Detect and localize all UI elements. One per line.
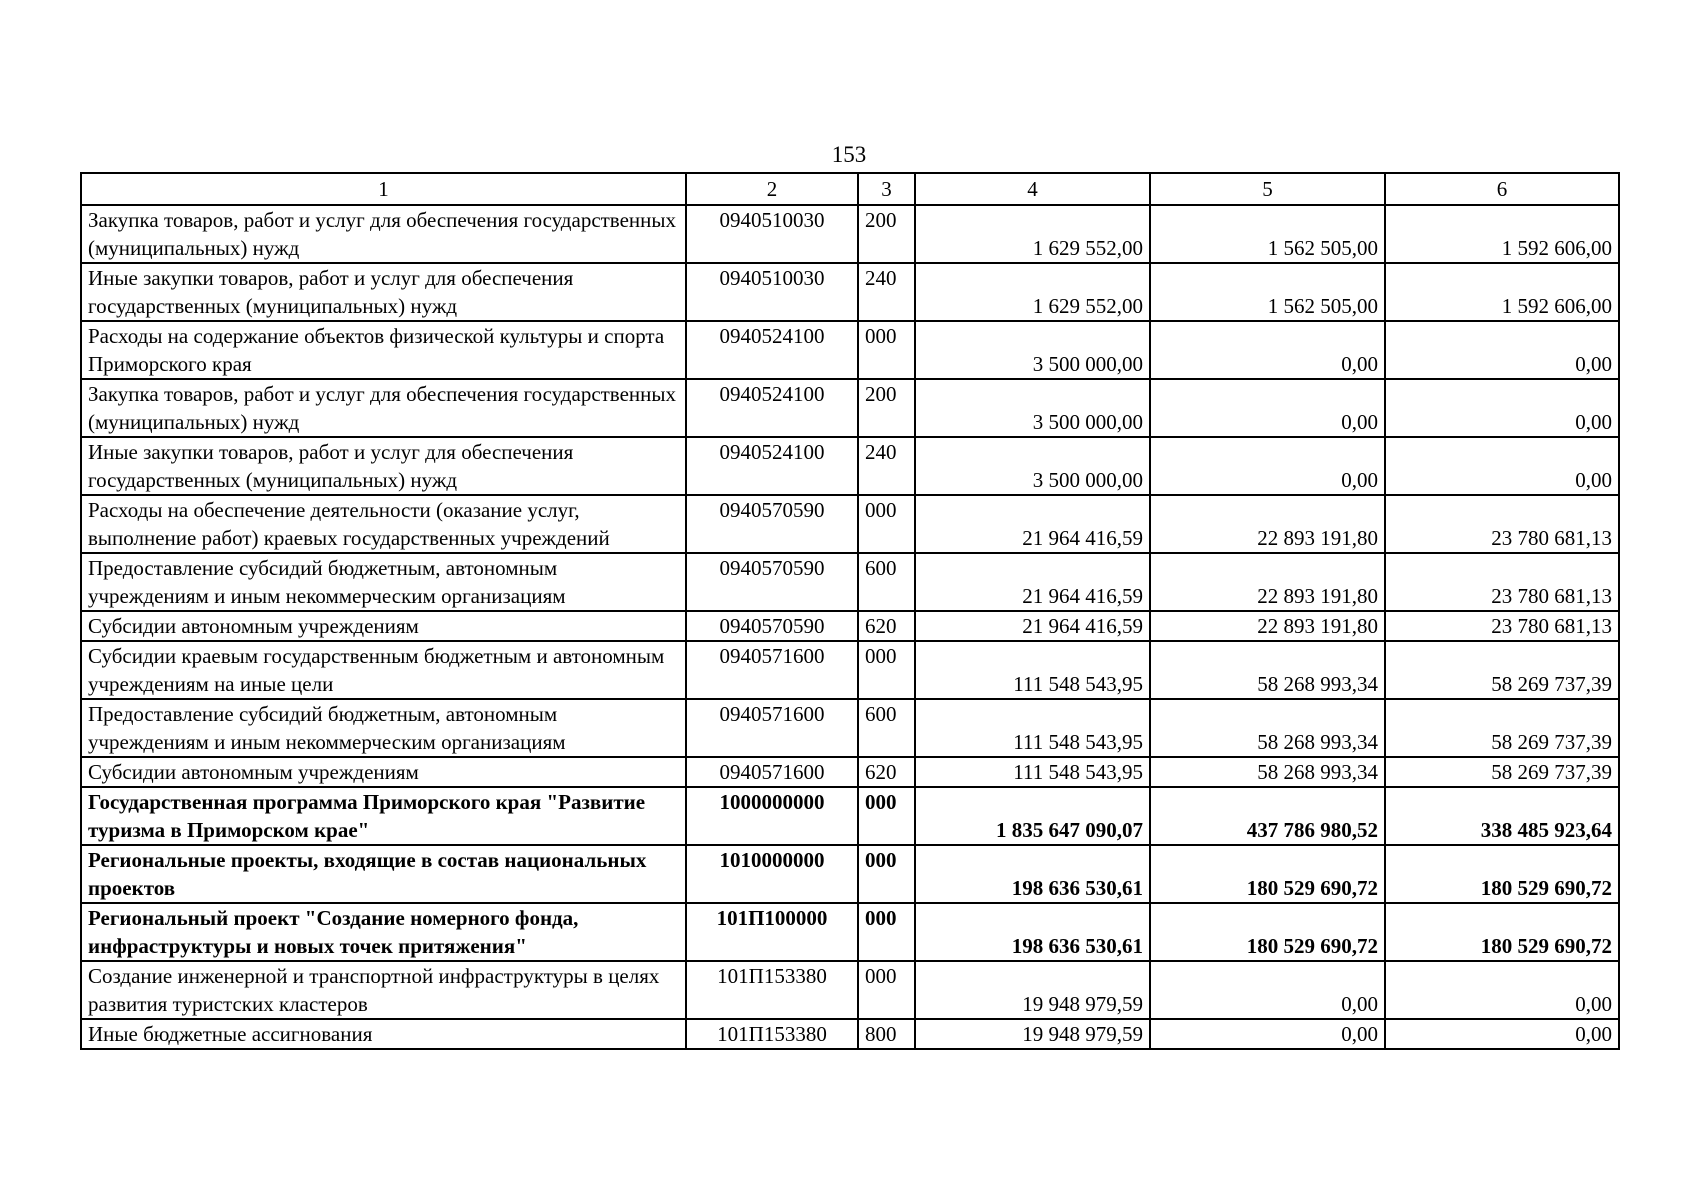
row-value-col6-cell: 0,00: [1385, 379, 1619, 437]
row-value-col5-cell: 1 562 505,00: [1150, 263, 1385, 321]
row-type-cell: 240: [858, 263, 915, 321]
table-row: [81, 205, 1619, 263]
row-value-col5-cell: 22 893 191,80: [1150, 553, 1385, 611]
table-row: [81, 961, 1619, 1019]
row-type-cell: 000: [858, 845, 915, 903]
row-value-col6-cell: 23 780 681,13: [1385, 495, 1619, 553]
row-value-col4-cell: 1 629 552,00: [915, 205, 1150, 263]
row-value-col4-cell: 21 964 416,59: [915, 495, 1150, 553]
row-value-col4-cell: 1 835 647 090,07: [915, 787, 1150, 845]
row-value-col5-cell: 1 562 505,00: [1150, 205, 1385, 263]
row-type-cell: 200: [858, 379, 915, 437]
table-row: [81, 757, 1619, 787]
row-type-cell: 000: [858, 641, 915, 699]
row-type-cell: 800: [858, 1019, 915, 1049]
row-name-cell: Предоставление субсидий бюджетным, автономным учреждениям и иным некоммерческим организациям: [81, 699, 686, 757]
row-name-cell: Субсидии автономным учреждениям: [81, 611, 686, 641]
table-row: [81, 611, 1619, 641]
row-value-col4-cell: 21 964 416,59: [915, 611, 1150, 641]
row-type-cell: 600: [858, 553, 915, 611]
row-value-col6-cell: 0,00: [1385, 1019, 1619, 1049]
row-value-col5-cell: 22 893 191,80: [1150, 495, 1385, 553]
column-header: 1: [81, 173, 686, 205]
row-value-col5-cell: 58 268 993,34: [1150, 757, 1385, 787]
row-value-col5-cell: 0,00: [1150, 1019, 1385, 1049]
table-row: [81, 553, 1619, 611]
table-header-row: [81, 173, 1619, 205]
row-value-col4-cell: 3 500 000,00: [915, 321, 1150, 379]
row-code-cell: 0940570590: [686, 495, 858, 553]
row-type-cell: 000: [858, 961, 915, 1019]
row-name-cell: Расходы на обеспечение деятельности (оказание услуг, выполнение работ) краевых государственных учреждений: [81, 495, 686, 553]
row-name-cell: Субсидии автономным учреждениям: [81, 757, 686, 787]
row-value-col5-cell: 22 893 191,80: [1150, 611, 1385, 641]
row-value-col5-cell: 437 786 980,52: [1150, 787, 1385, 845]
row-code-cell: 1000000000: [686, 787, 858, 845]
row-value-col6-cell: 0,00: [1385, 437, 1619, 495]
row-name-cell: Региональные проекты, входящие в состав национальных проектов: [81, 845, 686, 903]
row-name-cell: Создание инженерной и транспортной инфраструктуры в целях развития туристских кластеров: [81, 961, 686, 1019]
table-row: [81, 641, 1619, 699]
row-code-cell: 0940571600: [686, 699, 858, 757]
row-value-col5-cell: 180 529 690,72: [1150, 903, 1385, 961]
row-name-cell: Субсидии краевым государственным бюджетным и автономным учреждениям на иные цели: [81, 641, 686, 699]
row-name-cell: Закупка товаров, работ и услуг для обеспечения государственных (муниципальных) нужд: [81, 205, 686, 263]
row-type-cell: 240: [858, 437, 915, 495]
row-code-cell: 0940524100: [686, 437, 858, 495]
row-value-col6-cell: 1 592 606,00: [1385, 263, 1619, 321]
row-name-cell: Иные закупки товаров, работ и услуг для обеспечения государственных (муниципальных) нужд: [81, 437, 686, 495]
row-type-cell: 000: [858, 787, 915, 845]
row-value-col5-cell: 58 268 993,34: [1150, 699, 1385, 757]
row-value-col5-cell: 0,00: [1150, 961, 1385, 1019]
budget-table: [80, 172, 1620, 1050]
row-value-col4-cell: 1 629 552,00: [915, 263, 1150, 321]
row-value-col4-cell: 21 964 416,59: [915, 553, 1150, 611]
row-value-col6-cell: 58 269 737,39: [1385, 699, 1619, 757]
row-value-col5-cell: 0,00: [1150, 321, 1385, 379]
row-code-cell: 0940524100: [686, 379, 858, 437]
row-value-col6-cell: 1 592 606,00: [1385, 205, 1619, 263]
page-number: 153: [831, 142, 867, 167]
row-code-cell: 0940510030: [686, 263, 858, 321]
row-name-cell: Расходы на содержание объектов физической культуры и спорта Приморского края: [81, 321, 686, 379]
row-value-col6-cell: 58 269 737,39: [1385, 641, 1619, 699]
column-header: 5: [1150, 173, 1385, 205]
row-value-col5-cell: 58 268 993,34: [1150, 641, 1385, 699]
row-value-col6-cell: 338 485 923,64: [1385, 787, 1619, 845]
row-value-col6-cell: 0,00: [1385, 961, 1619, 1019]
row-value-col6-cell: 58 269 737,39: [1385, 757, 1619, 787]
column-header: 2: [686, 173, 858, 205]
table-row: [81, 263, 1619, 321]
row-code-cell: 101П153380: [686, 1019, 858, 1049]
row-type-cell: 600: [858, 699, 915, 757]
row-name-cell: Закупка товаров, работ и услуг для обеспечения государственных (муниципальных) нужд: [81, 379, 686, 437]
row-type-cell: 200: [858, 205, 915, 263]
row-value-col4-cell: 198 636 530,61: [915, 845, 1150, 903]
row-value-col4-cell: 198 636 530,61: [915, 903, 1150, 961]
row-value-col5-cell: 0,00: [1150, 437, 1385, 495]
table-row: [81, 903, 1619, 961]
row-value-col6-cell: 180 529 690,72: [1385, 845, 1619, 903]
row-code-cell: 0940524100: [686, 321, 858, 379]
row-type-cell: 000: [858, 495, 915, 553]
row-code-cell: 0940570590: [686, 553, 858, 611]
column-header: 6: [1385, 173, 1619, 205]
column-header: 4: [915, 173, 1150, 205]
row-name-cell: Иные бюджетные ассигнования: [81, 1019, 686, 1049]
table-row: [81, 495, 1619, 553]
row-value-col6-cell: 23 780 681,13: [1385, 611, 1619, 641]
table-row: [81, 321, 1619, 379]
row-code-cell: 101П100000: [686, 903, 858, 961]
row-value-col4-cell: 19 948 979,59: [915, 1019, 1150, 1049]
table-row: [81, 379, 1619, 437]
row-code-cell: 1010000000: [686, 845, 858, 903]
row-name-cell: Региональный проект "Создание номерного фонда, инфраструктуры и новых точек притяжения": [81, 903, 686, 961]
table-row: [81, 437, 1619, 495]
row-name-cell: Иные закупки товаров, работ и услуг для обеспечения государственных (муниципальных) нужд: [81, 263, 686, 321]
table-row: [81, 1019, 1619, 1049]
table-row: [81, 845, 1619, 903]
table-row: [81, 699, 1619, 757]
row-name-cell: Предоставление субсидий бюджетным, автономным учреждениям и иным некоммерческим организациям: [81, 553, 686, 611]
row-type-cell: 000: [858, 321, 915, 379]
row-value-col5-cell: 180 529 690,72: [1150, 845, 1385, 903]
row-value-col4-cell: 19 948 979,59: [915, 961, 1150, 1019]
row-type-cell: 620: [858, 611, 915, 641]
row-value-col6-cell: 180 529 690,72: [1385, 903, 1619, 961]
row-code-cell: 101П153380: [686, 961, 858, 1019]
row-value-col6-cell: 0,00: [1385, 321, 1619, 379]
row-code-cell: 0940571600: [686, 757, 858, 787]
row-value-col5-cell: 0,00: [1150, 379, 1385, 437]
row-type-cell: 000: [858, 903, 915, 961]
row-value-col4-cell: 3 500 000,00: [915, 379, 1150, 437]
row-type-cell: 620: [858, 757, 915, 787]
row-value-col4-cell: 3 500 000,00: [915, 437, 1150, 495]
row-value-col4-cell: 111 548 543,95: [915, 757, 1150, 787]
column-header: 3: [858, 173, 915, 205]
row-name-cell: Государственная программа Приморского края "Развитие туризма в Приморском крае": [81, 787, 686, 845]
row-code-cell: 0940510030: [686, 205, 858, 263]
table-row: [81, 787, 1619, 845]
row-code-cell: 0940571600: [686, 641, 858, 699]
row-value-col4-cell: 111 548 543,95: [915, 641, 1150, 699]
row-value-col4-cell: 111 548 543,95: [915, 699, 1150, 757]
row-code-cell: 0940570590: [686, 611, 858, 641]
row-value-col6-cell: 23 780 681,13: [1385, 553, 1619, 611]
